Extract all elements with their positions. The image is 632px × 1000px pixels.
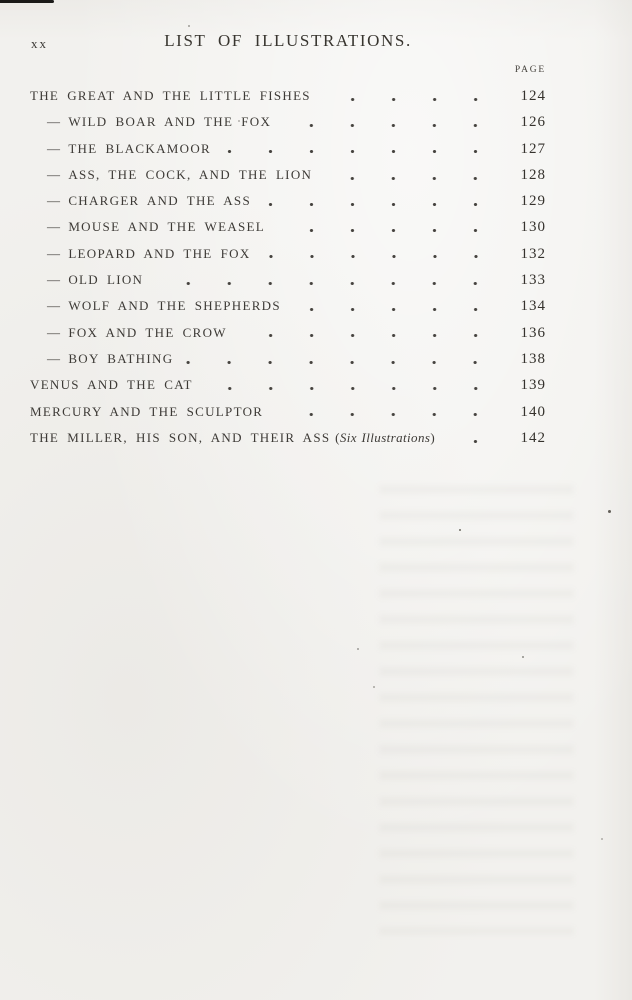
scan-artifact <box>0 0 54 3</box>
illustration-entry <box>30 214 546 240</box>
entry-note: (Six Illustrations) <box>330 429 436 445</box>
entry-page-number: 128 <box>520 166 546 183</box>
paper-speck <box>373 686 375 688</box>
entry-title: MOUSE AND THE WEASEL <box>68 219 266 235</box>
entry-dash: — <box>47 193 62 209</box>
entry-title: BOY BATHING <box>68 350 174 366</box>
entry-page-number: 124 <box>520 88 546 104</box>
entry-title: WILD BOAR AND THE FOX <box>68 114 272 130</box>
leader-dots-icon <box>448 440 496 443</box>
illustration-entry <box>30 241 546 267</box>
entry-title: THE GREAT AND THE LITTLE FISHES <box>30 88 311 103</box>
paper-speck <box>608 510 611 513</box>
leader-dots-icon <box>294 308 496 311</box>
entry-page-number: 132 <box>520 245 546 262</box>
entry-page-number: 130 <box>520 219 546 236</box>
leader-dots-icon <box>284 124 496 127</box>
entry-title: MERCURY AND THE SCULPTOR <box>30 403 264 419</box>
entry-page-number: 127 <box>520 140 546 157</box>
illustration-entry <box>30 293 546 319</box>
entry-title: THE BLACKAMOOR <box>68 140 211 156</box>
entry-page-number: 140 <box>520 403 546 420</box>
paper-speck <box>601 838 603 840</box>
entry-page-number: 129 <box>520 193 546 210</box>
entry-dash: — <box>47 298 62 314</box>
entry-dash: — <box>47 140 62 156</box>
illustration-entry <box>30 267 546 293</box>
leader-dots-icon <box>276 413 496 416</box>
entry-dash: — <box>47 324 62 340</box>
illustration-entry <box>30 320 546 346</box>
illustration-list <box>30 83 546 451</box>
entry-title: CHARGER AND THE ASS <box>68 193 251 209</box>
illustration-entry <box>30 109 546 135</box>
entry-page-number: 142 <box>520 429 546 446</box>
folio-page-number: xx <box>31 36 48 51</box>
entry-page-number: 136 <box>520 324 546 341</box>
page-title: LIST OF ILLUSTRATIONS. <box>164 31 412 50</box>
page-showthrough <box>379 485 574 935</box>
leader-dots-icon <box>156 282 496 285</box>
page-column-header: PAGE <box>514 65 546 75</box>
entry-dash: — <box>47 350 62 366</box>
entry-title: WOLF AND THE SHEPHERDS <box>68 298 281 314</box>
entry-page-number: 139 <box>520 377 546 394</box>
illustration-entry <box>30 346 546 372</box>
leader-dots-icon <box>264 203 496 206</box>
entry-dash: — <box>47 272 62 288</box>
illustration-entry <box>30 136 546 162</box>
entry-page-number: 138 <box>520 350 546 367</box>
entry-title: ASS, THE COCK, AND THE LION <box>68 166 313 182</box>
illustration-entry <box>30 399 546 425</box>
leader-dots-icon <box>278 229 496 232</box>
paper-speck <box>188 25 190 27</box>
entry-note-text: Six Illustrations <box>339 429 431 445</box>
illustration-entry <box>30 188 546 214</box>
leader-dots-icon <box>240 334 496 337</box>
illustration-entry <box>30 372 546 398</box>
entry-dash: — <box>47 245 62 261</box>
leader-dots-icon <box>324 98 496 101</box>
entry-title: LEOPARD AND THE FOX <box>68 245 251 261</box>
leader-dots-icon <box>206 387 496 390</box>
entry-dash: — <box>47 114 62 130</box>
entry-page-number: 134 <box>520 298 546 315</box>
entry-title: THE MILLER, HIS SON, AND THEIR ASS <box>30 429 331 445</box>
entry-page-number: 126 <box>520 114 546 131</box>
illustration-entry <box>30 83 546 109</box>
paper-speck <box>357 648 359 650</box>
entry-title: FOX AND THE CROW <box>68 324 227 340</box>
leader-dots-icon <box>224 150 496 153</box>
leader-dots-icon <box>264 255 496 258</box>
entry-dash: — <box>47 219 62 235</box>
illustration-entry <box>30 162 546 188</box>
leader-dots-icon <box>186 361 496 364</box>
entry-title: VENUS AND THE CAT <box>30 377 193 393</box>
paper-speck <box>459 529 461 531</box>
paper-speck <box>522 656 524 658</box>
entry-page-number: 133 <box>520 272 546 289</box>
entry-title: OLD LION <box>68 272 144 288</box>
entry-dash: — <box>47 166 62 182</box>
leader-dots-icon <box>325 177 496 180</box>
illustration-entry <box>30 425 546 451</box>
